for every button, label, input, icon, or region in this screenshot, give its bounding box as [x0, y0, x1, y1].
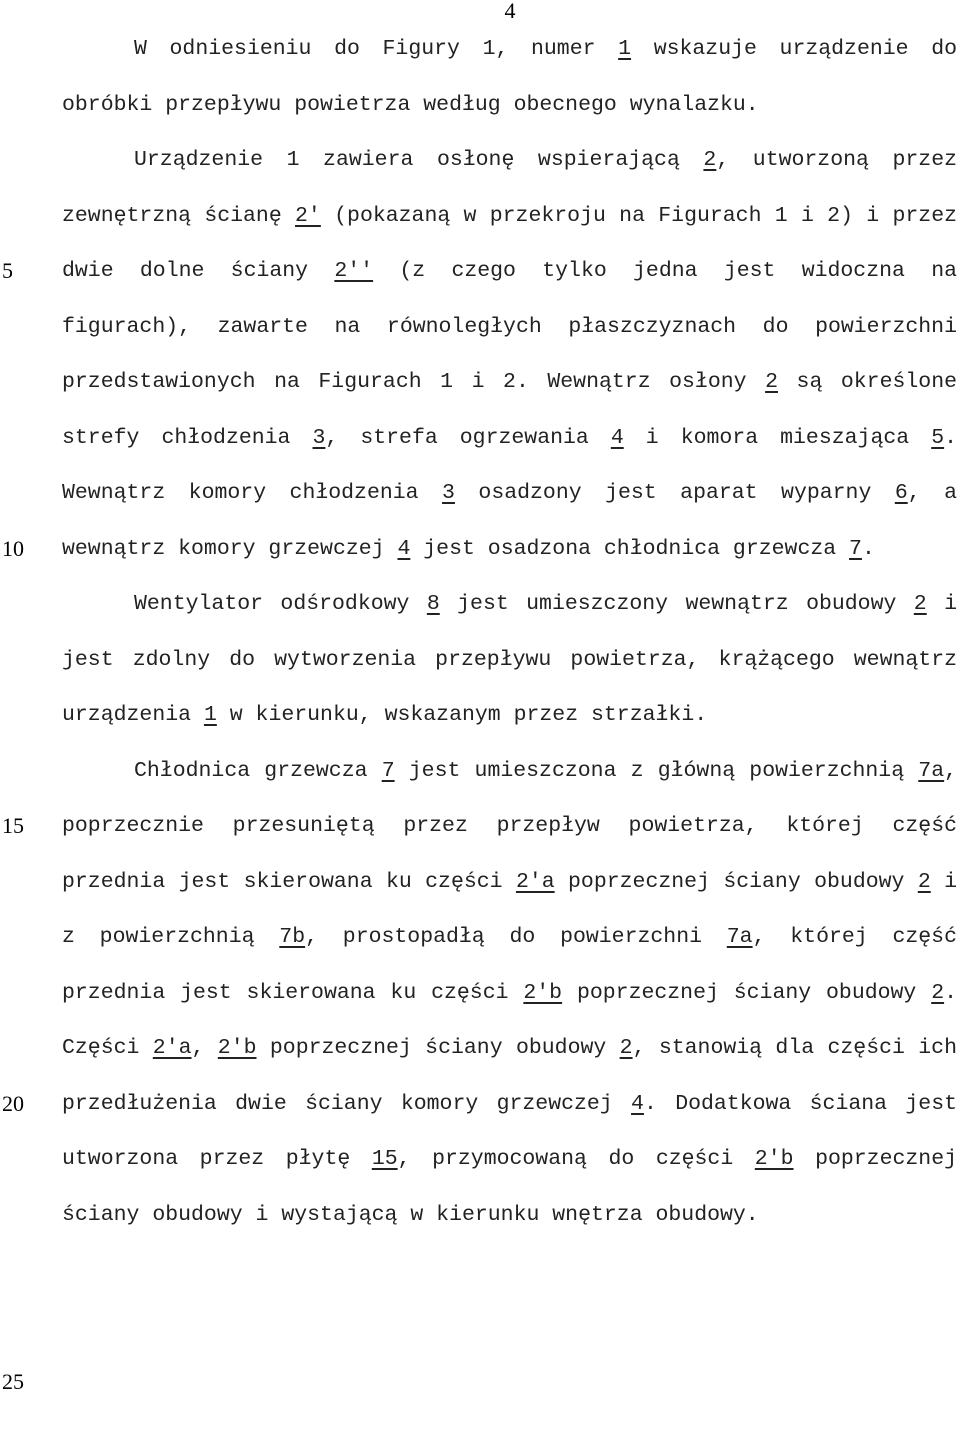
text-segment: . Dodatkowa ściana jest utworzona przez płytę: [62, 1091, 957, 1171]
reference-numeral: 4: [631, 1091, 644, 1116]
text-segment: , której część przednia jest skierowana ku części: [62, 925, 957, 1005]
line-number-20: 20: [2, 1091, 24, 1116]
text-segment: , prostopadłą do powierzchni: [305, 925, 727, 949]
reference-numeral: 2: [917, 869, 931, 894]
text-segment: , przymocowaną do części: [397, 1147, 755, 1171]
reference-numeral: 7b: [279, 925, 306, 949]
text-segment: Chłodnica grzewcza: [134, 758, 382, 783]
reference-numeral: 3: [312, 425, 326, 450]
reference-numeral: 1: [203, 703, 217, 727]
reference-numeral: 2′a: [152, 1036, 192, 1060]
reference-numeral: 3: [442, 481, 455, 505]
reference-numeral: 2′b: [523, 980, 563, 1005]
text-segment: , stanowią dla części ich przedłużenia dwie ściany komory grzewczej: [62, 1036, 957, 1116]
text-segment: wskazuje urządzenie do obróbki przepływu powietrza według obecnego wynalazku.: [62, 37, 957, 117]
text-segment: jest umieszczony wewnątrz obudowy: [439, 592, 914, 616]
text-segment: ,: [191, 1036, 218, 1060]
line-number-25: 25: [2, 1369, 24, 1394]
text-segment: , utworzoną przez zewnętrzną ścianę: [62, 148, 957, 228]
reference-numeral: 2: [619, 1036, 633, 1060]
reference-numeral: 15: [371, 1147, 398, 1171]
text-segment: osadzony jest aparat wyparny: [454, 481, 895, 505]
reference-numeral: 7a: [726, 925, 753, 949]
text-segment: (pokazaną w przekroju na Figurach 1 i 2) i przez dwie dolne ściany: [62, 203, 957, 283]
reference-numeral: 4: [610, 425, 624, 450]
reference-numeral: 2′: [295, 203, 321, 228]
reference-numeral: 5: [931, 425, 945, 450]
reference-numeral: 7: [381, 758, 395, 783]
page-number: 4: [504, 0, 516, 23]
text-segment: jest osadzona chłodnica grzewcza: [410, 536, 850, 561]
text-segment: jest umieszczona z główną powierzchnią: [394, 758, 919, 783]
text-segment: są określone strefy chłodzenia: [62, 370, 957, 450]
paragraph-1: [62, 22, 957, 133]
text-segment: (z czego tylko jedna jest widoczna na figurach), zawarte na równoległych płaszczyznach do powierzchni przedstawionych na Figurach 1 i 2. Wewnątrz osłony: [62, 259, 957, 394]
reference-numeral: 2: [703, 148, 717, 172]
text-segment: poprzecznej ściany obudowy i wystającą w kierunku wnętrza obudowy.: [62, 1147, 957, 1227]
line-number-15: 15: [2, 813, 24, 838]
text-segment: poprzecznej ściany obudowy: [562, 980, 932, 1005]
text-segment: . Wewnątrz komory chłodzenia: [62, 425, 957, 505]
reference-numeral: 7a: [918, 758, 945, 783]
text-segment: , strefa ogrzewania: [325, 425, 611, 450]
paragraph-3: [62, 577, 957, 744]
reference-numeral: 6: [894, 481, 908, 505]
reference-numeral: 2′a: [515, 869, 555, 894]
reference-numeral: 7: [849, 536, 862, 561]
paragraph-2: [62, 133, 957, 577]
line-number-5: 5: [2, 258, 13, 283]
text-segment: w kierunku, wskazanym przez strzałki.: [216, 703, 708, 727]
reference-numeral: 2: [931, 980, 945, 1005]
text-segment: W odniesieniu do Figury 1, numer: [134, 37, 619, 61]
text-segment: , a wewnątrz komory grzewczej: [62, 481, 957, 561]
text-segment: Wentylator odśrodkowy: [134, 592, 427, 616]
line-number-10: 10: [2, 536, 24, 561]
reference-numeral: 2′b: [217, 1036, 257, 1060]
text-segment: , poprzecznie przesuniętą przez przepływ powietrza, której część przednia jest skierowana ku części: [62, 758, 958, 894]
text-segment: poprzecznej ściany obudowy: [554, 869, 918, 894]
text-segment: i komora mieszająca: [623, 425, 932, 450]
text-segment: Urządzenie 1 zawiera osłonę wspierającą: [134, 148, 704, 172]
document-body: [62, 22, 957, 1243]
reference-numeral: 2′b: [754, 1147, 794, 1171]
reference-numeral: 2: [765, 370, 778, 394]
text-segment: . Części: [62, 980, 957, 1060]
text-segment: poprzecznej ściany obudowy: [256, 1036, 620, 1060]
text-segment: i jest zdolny do wytworzenia przepływu powietrza, krążącego wewnątrz urządzenia: [62, 592, 957, 727]
reference-numeral: 2′′: [334, 259, 374, 283]
reference-numeral: 4: [397, 536, 411, 561]
reference-numeral: 1: [618, 37, 632, 61]
reference-numeral: 8: [426, 592, 440, 616]
text-segment: .: [861, 536, 875, 561]
paragraph-4: [62, 744, 957, 1244]
text-segment: i z powierzchnią: [62, 869, 957, 949]
reference-numeral: 2: [913, 592, 927, 616]
